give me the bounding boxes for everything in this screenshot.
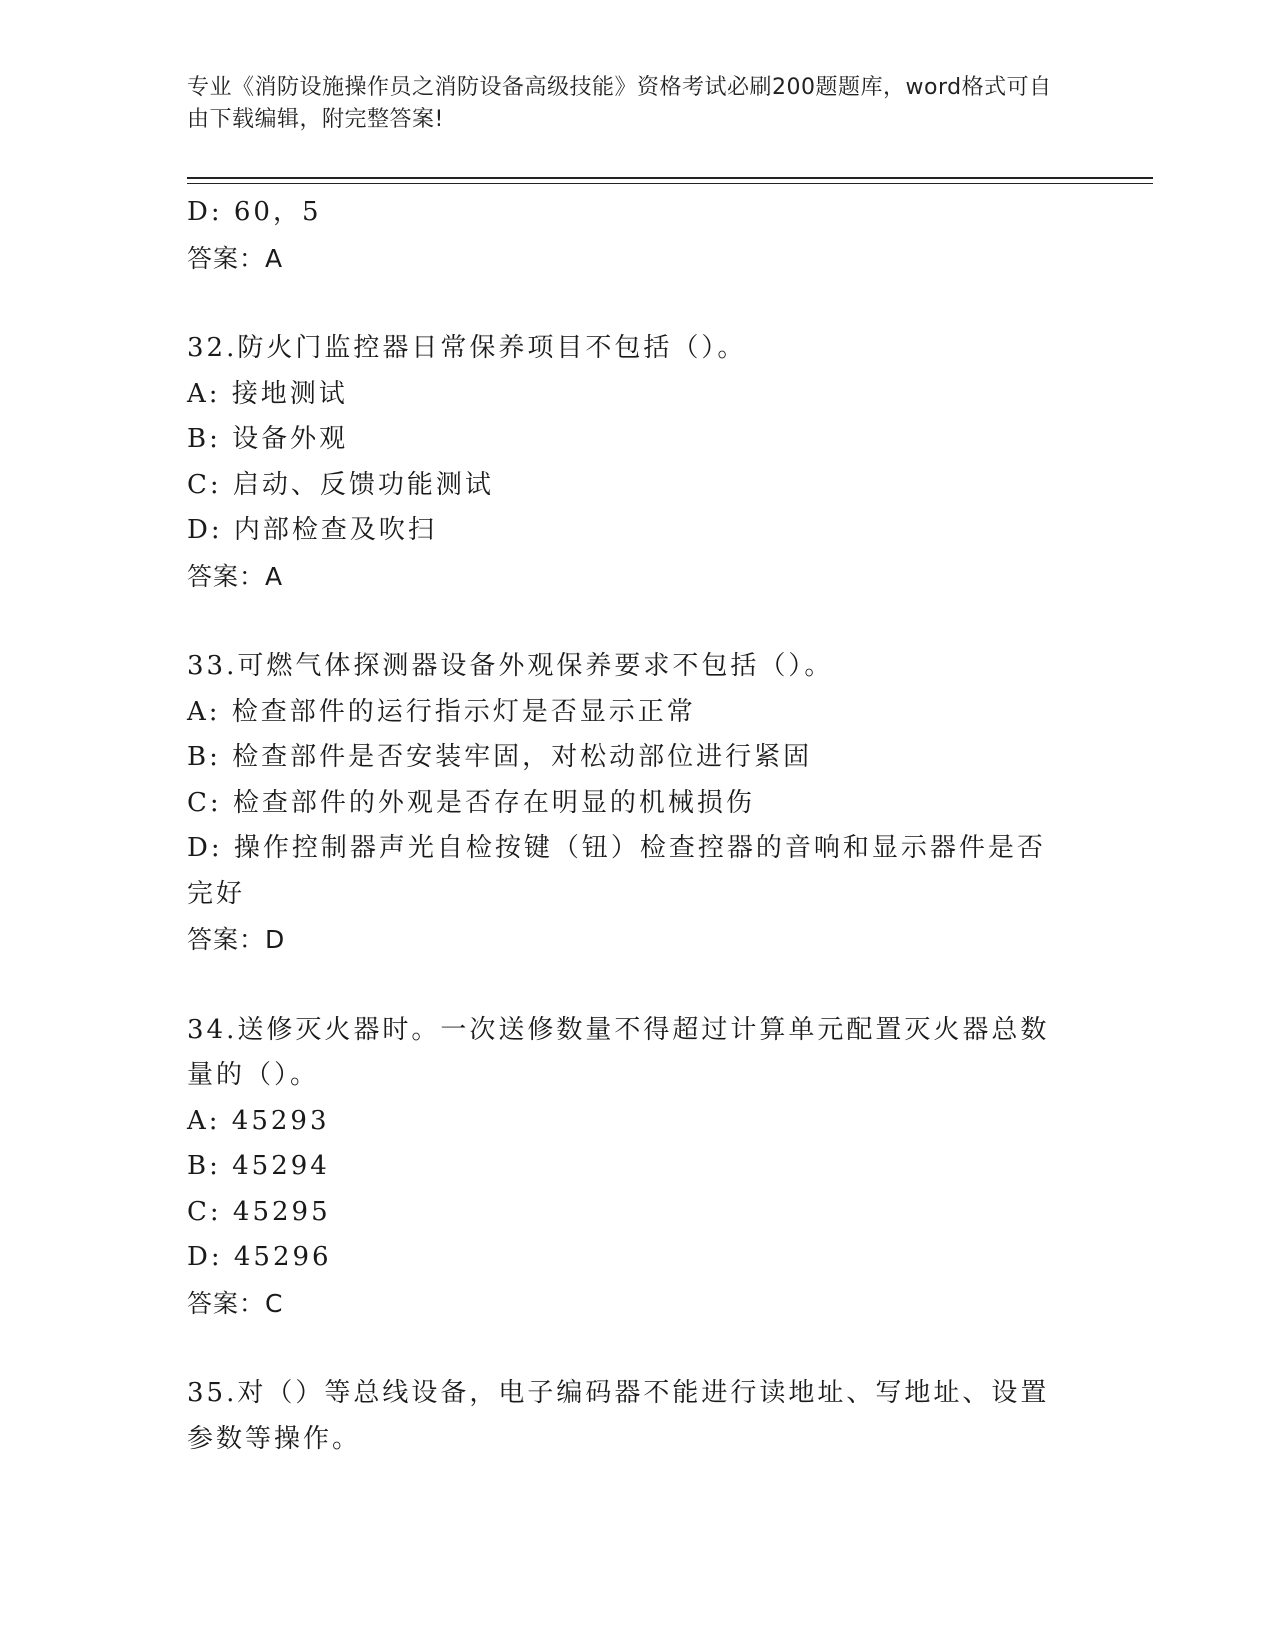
- option-a: A: 45293: [187, 1105, 330, 1136]
- question-content: [187, 190, 1067, 1462]
- question-stem: 32.防火门监控器日常保养项目不包括（）。: [187, 333, 747, 363]
- question-stem: 33.可燃气体探测器设备外观保养要求不包括（）。: [187, 651, 834, 681]
- option-b: B: 设备外观: [187, 424, 349, 454]
- answer: 答案：C: [187, 1288, 284, 1318]
- prev-answer: 答案：A: [187, 243, 284, 273]
- option-d: D: 内部检查及吹扫: [187, 515, 437, 545]
- document-header: 专业《消防设施操作员之消防设备高级技能》资格考试必刷200题题库，word格式可自由下载编辑，附完整答案!: [187, 75, 1052, 132]
- spacer: [187, 281, 1067, 326]
- option-b: B: 检查部件是否安装牢固，对松动部位进行紧固: [187, 742, 813, 772]
- question-32: [187, 326, 1067, 599]
- question-33: [187, 644, 1067, 963]
- option-c: C: 启动、反馈功能测试: [187, 469, 494, 500]
- spacer: [187, 599, 1067, 644]
- option-a: A: 检查部件的运行指示灯是否显示正常: [187, 696, 696, 727]
- answer: 答案：A: [187, 561, 284, 591]
- option-d: D: 45296: [187, 1242, 332, 1272]
- spacer: [187, 1326, 1067, 1371]
- option-d: D: 操作控制器声光自检按键（钮）检查控器的音响和显示器件是否完好: [187, 833, 1046, 909]
- answer: 答案：D: [187, 925, 286, 954]
- question-stem: 34.送修灭火器时。一次送修数量不得超过计算单元配置灭火器总数量的（）。: [187, 1014, 1050, 1090]
- question-stem: 35.对（）等总线设备，电子编码器不能进行读地址、写地址、设置参数等操作。: [187, 1378, 1050, 1454]
- option-c: C: 检查部件的外观是否存在明显的机械损伤: [187, 787, 755, 818]
- prev-option-d: D: 60，5: [187, 197, 322, 227]
- header-divider: [187, 177, 1153, 184]
- question-34: [187, 1008, 1067, 1327]
- question-35: [187, 1371, 1067, 1462]
- option-b: B: 45294: [187, 1151, 330, 1181]
- option-a: A: 接地测试: [187, 378, 348, 409]
- spacer: [187, 963, 1067, 1008]
- option-c: C: 45295: [187, 1196, 331, 1227]
